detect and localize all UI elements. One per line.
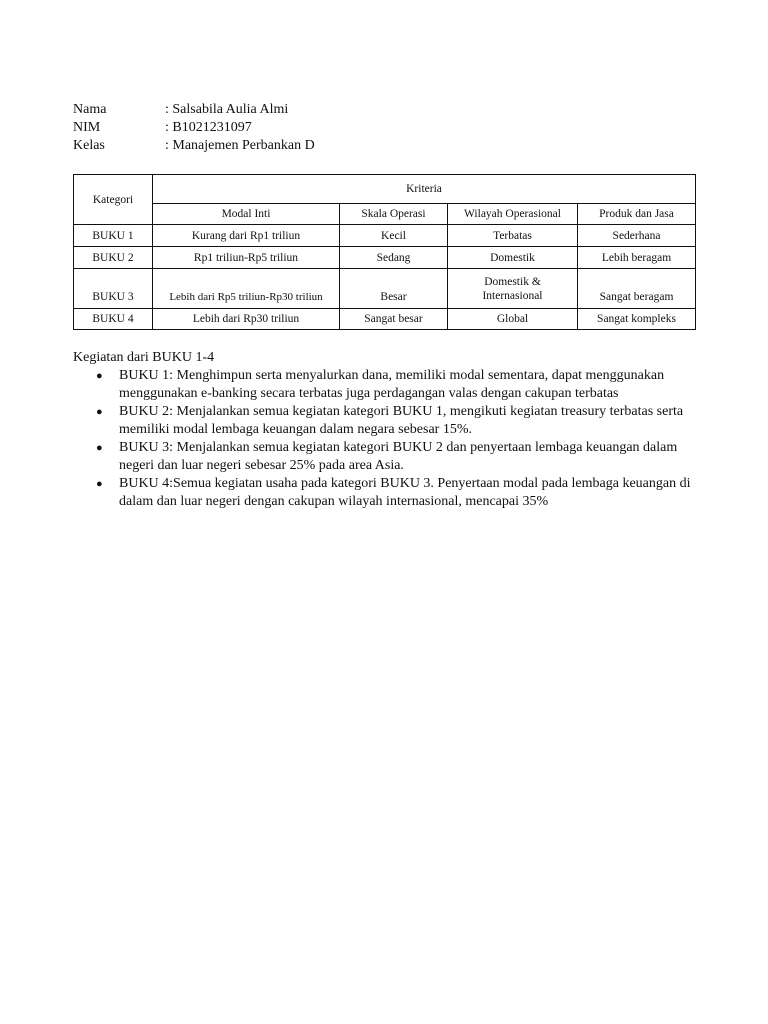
table-cell: Lebih dari Rp30 triliun <box>153 309 340 330</box>
table-cell: Sederhana <box>578 225 696 247</box>
bullet-icon: ● <box>96 442 103 454</box>
table-cell: Domestik & Internasional <box>448 269 578 309</box>
info-row-kelas <box>73 137 315 155</box>
table-cell: Kurang dari Rp1 triliun <box>153 225 340 247</box>
info-value: : Manajemen Perbankan D <box>165 137 315 155</box>
kriteria-header: Kriteria <box>153 175 696 204</box>
table-cell: Lebih dari Rp5 triliun-Rp30 triliun <box>153 269 340 309</box>
info-value: : Salsabila Aulia Almi <box>165 101 288 119</box>
kategori-header: Kategori <box>74 175 153 225</box>
student-info <box>73 101 315 155</box>
column-header: Modal Inti <box>153 204 340 225</box>
kategori-cell: BUKU 1 <box>74 225 153 247</box>
info-value: : B1021231097 <box>165 119 252 137</box>
info-label: Nama <box>73 102 107 117</box>
table-cell: Rp1 triliun-Rp5 triliun <box>153 247 340 269</box>
table-cell: Kecil <box>340 225 448 247</box>
table-row <box>74 247 696 269</box>
table-row <box>74 309 696 330</box>
list-item-text: BUKU 3: Menjalankan semua kegiatan kategori BUKU 2 dan penyertaan lembaga keuangan dalam negeri dan luar negeri sebesar 25% pada area Asia. <box>119 440 678 473</box>
kategori-cell: BUKU 3 <box>74 269 153 309</box>
column-header: Wilayah Operasional <box>448 204 578 225</box>
table-subheader-row <box>74 204 696 225</box>
list-item-text: BUKU 2: Menjalankan semua kegiatan kategori BUKU 1, mengikuti kegiatan treasury terbatas serta memiliki modal lembaga keuangan dalam negara sebesar 15%. <box>119 404 684 437</box>
kategori-cell: BUKU 2 <box>74 247 153 269</box>
table-cell: Domestik <box>448 247 578 269</box>
column-header: Skala Operasi <box>340 204 448 225</box>
table-cell: Lebih beragam <box>578 247 696 269</box>
table-cell: Sangat besar <box>340 309 448 330</box>
info-row-nama <box>73 101 315 119</box>
list-item <box>73 367 713 403</box>
list-item <box>73 403 713 439</box>
info-label: Kelas <box>73 138 105 153</box>
activities-list <box>73 367 713 511</box>
table-row <box>74 225 696 247</box>
table-header-row <box>74 175 696 204</box>
activities-title: Kegiatan dari BUKU 1-4 <box>73 350 215 365</box>
table-cell: Terbatas <box>448 225 578 247</box>
info-label: NIM <box>73 120 101 135</box>
kategori-cell: BUKU 4 <box>74 309 153 330</box>
table-cell: Global <box>448 309 578 330</box>
info-row-nim <box>73 119 315 137</box>
table-cell: Sangat kompleks <box>578 309 696 330</box>
table-cell: Sangat beragam <box>578 269 696 309</box>
list-item-text: BUKU 1: Menghimpun serta menyalurkan dana, memiliki modal sementara, dapat menggunakan menggunakan e-banking secara terbatas juga perdagangan valas dengan cakupan terbatas <box>119 368 665 401</box>
column-header: Produk dan Jasa <box>578 204 696 225</box>
activities-section <box>73 349 713 511</box>
bullet-icon: ● <box>96 406 103 418</box>
list-item-text: BUKU 4:Semua kegiatan usaha pada kategori BUKU 3. Penyertaan modal pada lembaga keuangan di dalam dan luar negeri dengan cakupan wilayah internasional, mencapai 35% <box>119 476 691 509</box>
bullet-icon: ● <box>96 478 103 490</box>
table-cell: Besar <box>340 269 448 309</box>
table-row <box>74 269 696 309</box>
list-item <box>73 439 713 475</box>
buku-criteria-table <box>73 174 696 330</box>
bullet-icon: ● <box>96 370 103 382</box>
table-cell: Sedang <box>340 247 448 269</box>
list-item <box>73 475 713 511</box>
